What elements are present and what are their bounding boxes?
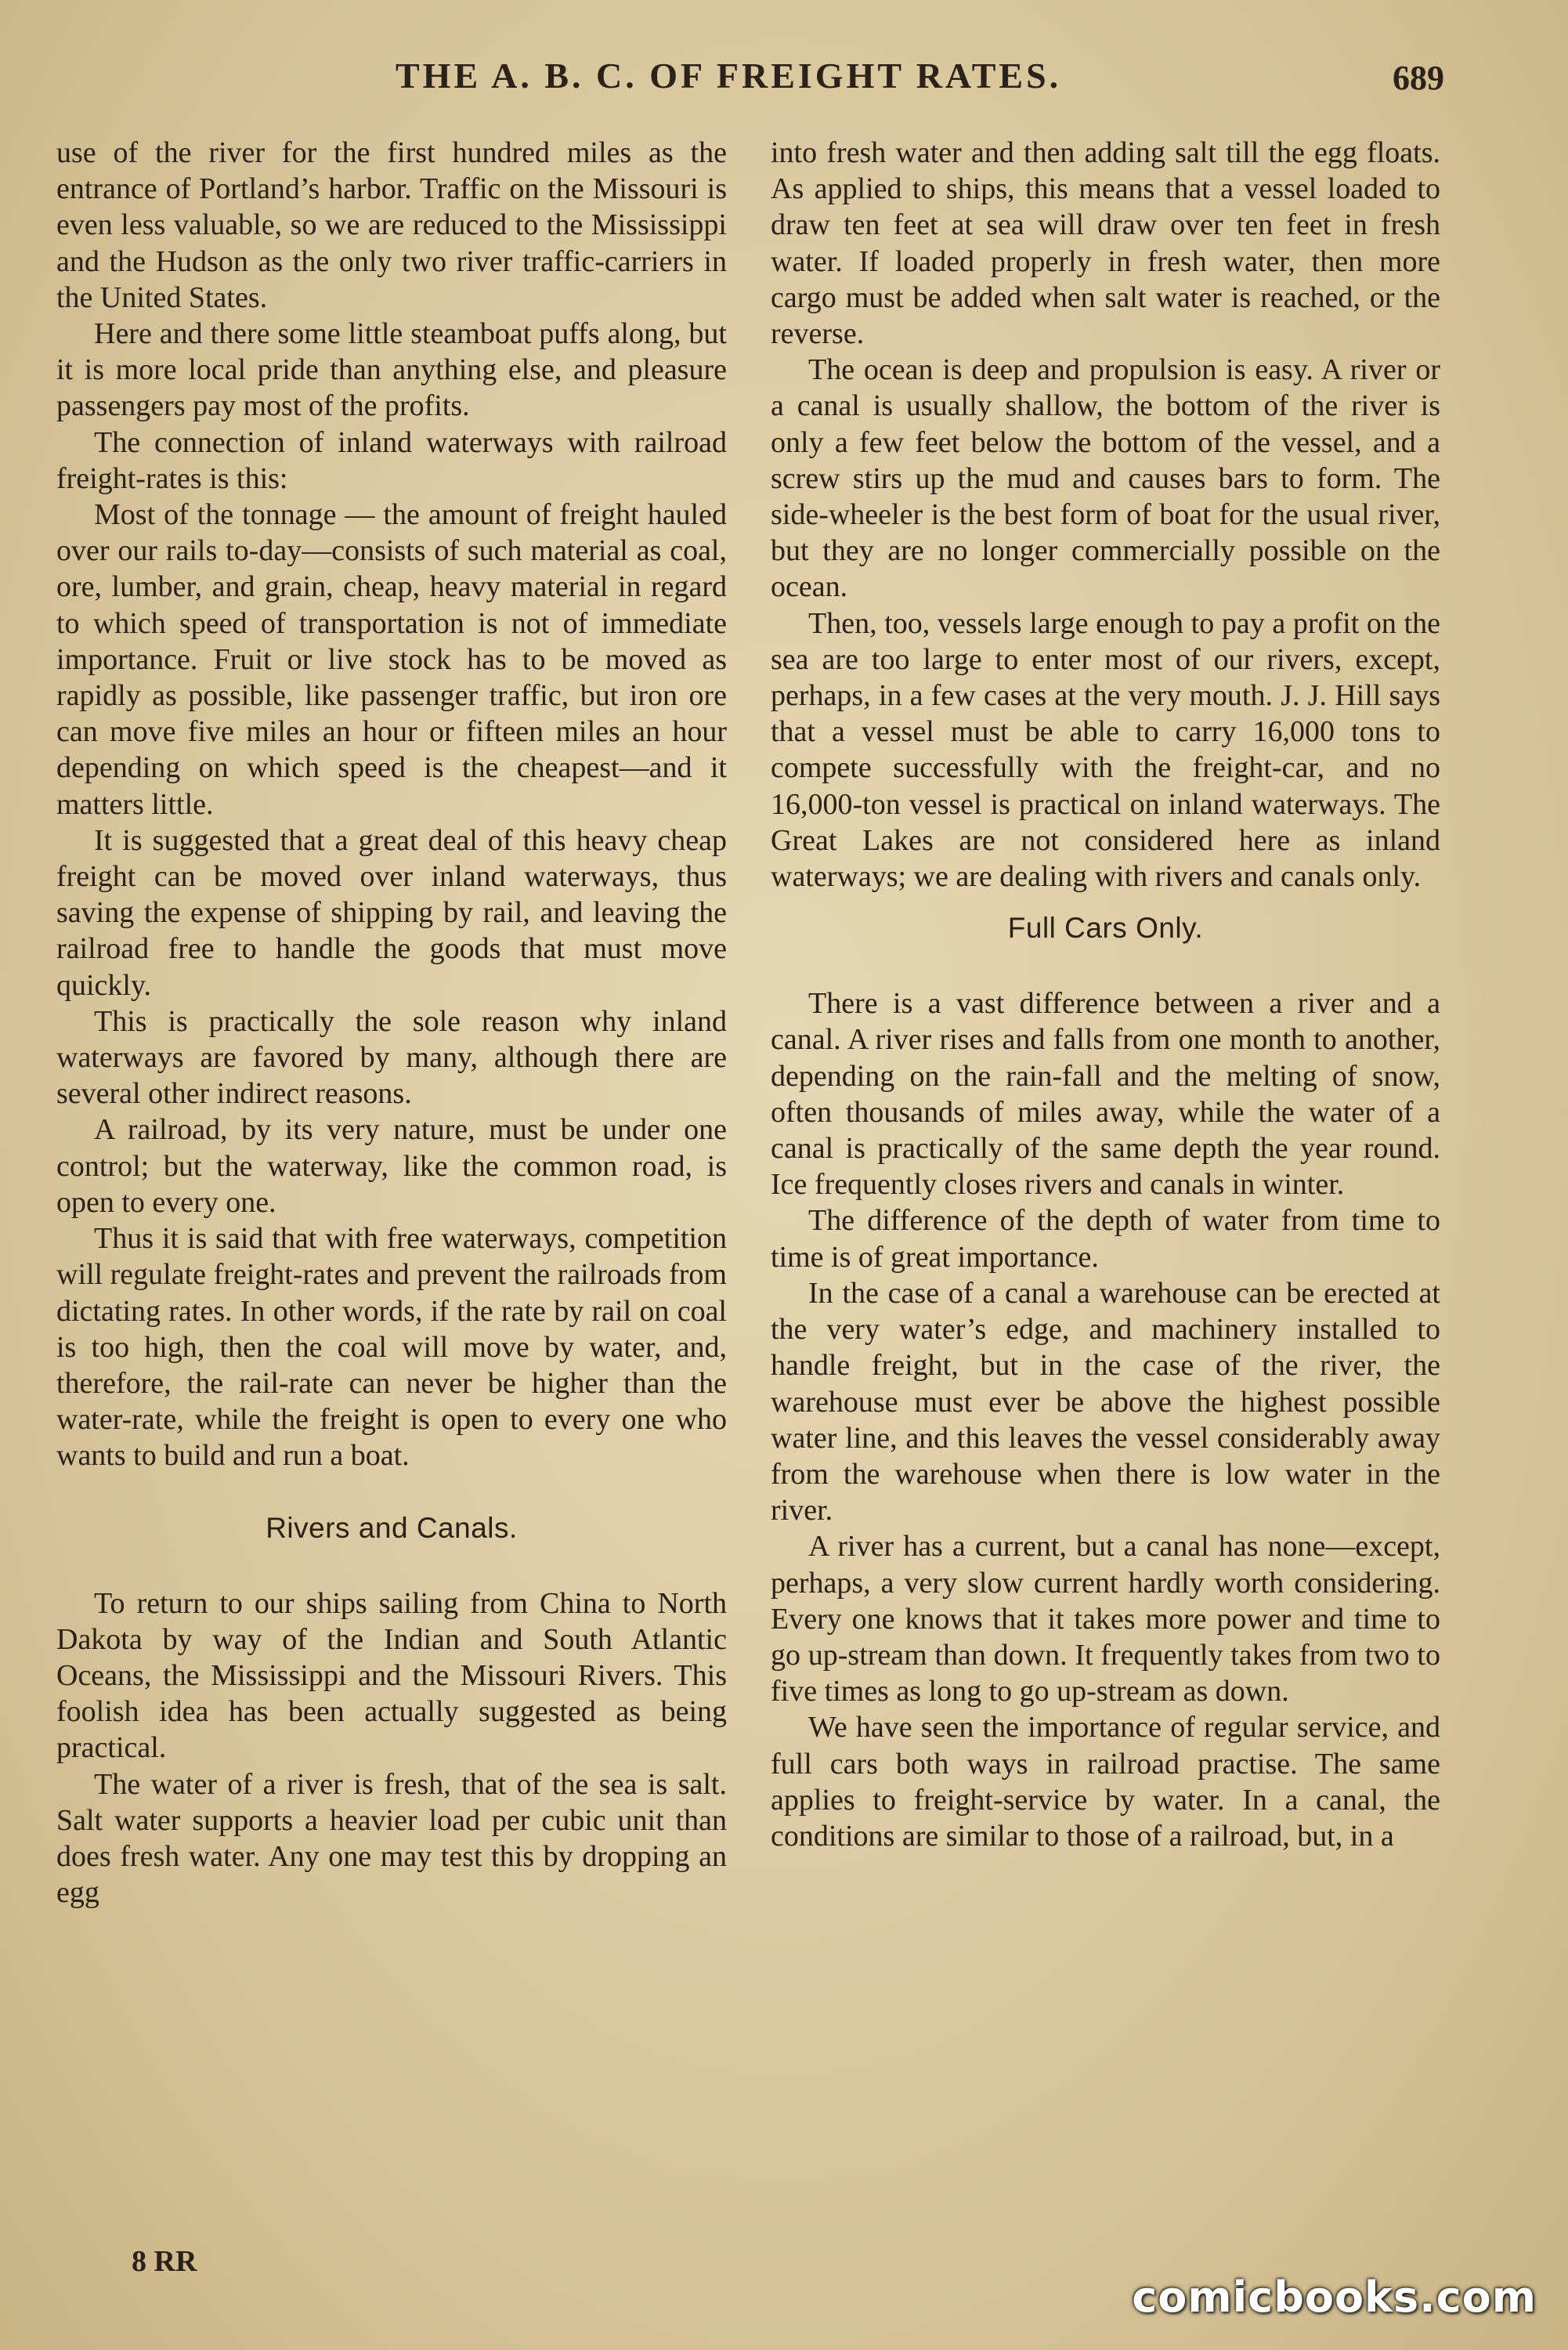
paragraph: Then, too, vessels large enough to pay a profit on the sea are too large to enter most of our rivers, except, perhaps, in a few cases at the very mouth. J. J. Hill says that a vessel must be able to carry 16,000 tons to compete successfully with the freight-car, and no 16,000-ton vessel is practical on inland waterways. The Great Lakes are not considered here as inland waterways; we are dealing with rivers and canals only.	[771, 606, 1440, 894]
paragraph: To return to our ships sailing from China to North Dakota by way of the Indian and South Atlantic Oceans, the Mississippi and the Missouri Rivers. This foolish idea has been actually suggested as being practical.	[56, 1586, 727, 1765]
right-column	[771, 135, 1440, 2234]
paragraph: This is practically the sole reason why inland waterways are favored by many, although there are several other indirect reasons.	[56, 1004, 727, 1111]
paragraph: Thus it is said that with free waterways, competition will regulate freight-rates and prevent the railroads from dictating rates. In other words, if the rate by rail on coal is too high, then the coal will move by water, and, therefore, the rail-rate can never be higher than the water-rate, while the freight is open to every one who wants to build and run a boat.	[56, 1222, 727, 1473]
left-column	[56, 135, 727, 2234]
paragraph: A river has a current, but a canal has none—except, perhaps, a very slow current hardly worth considering. Every one knows that it takes more power and time to go up-stream than down. It frequently takes from two to five times as long to go up-stream as down.	[771, 1530, 1440, 1708]
watermark: comicbooks.com	[1132, 2272, 1537, 2322]
paragraph: use of the river for the first hundred miles as the entrance of Portland’s harbor. Traffic on the Missouri is even less valuable, so we are reduced to the Mississippi and the Hudson as the only two river traffic-carriers in the United States.	[56, 136, 727, 314]
paragraph: The connection of inland waterways with railroad freight-rates is this:	[56, 425, 727, 495]
paragraph: There is a vast difference between a river and a canal. A river rises and falls from one month to another, depending on the rain-fall and the melting of snow, often thousands of miles away, while the water of a canal is practically of the same depth the year round. Ice frequently closes rivers and canals in winter.	[771, 987, 1440, 1202]
page-number: 689	[1393, 59, 1444, 97]
running-title: THE A. B. C. OF FREIGHT RATES.	[396, 56, 1062, 96]
section-heading-full-cars-only: Full Cars Only.	[1007, 912, 1204, 945]
paragraph: It is suggested that a great deal of this heavy cheap freight can be moved over inland waterways, thus saving the expense of shipping by rail, and leaving the railroad free to handle the goods that must move quickly.	[56, 823, 727, 1002]
paragraph: In the case of a canal a warehouse can be erected at the very water’s edge, and machinery installed to handle freight, but in the case of the river, the warehouse must ever be above the highest possible water line, and this leaves the vessel considerably away from the warehouse when there is low water in the river.	[771, 1276, 1440, 1528]
paragraph: The ocean is deep and propulsion is easy. A river or a canal is usually shallow, the bottom of the river is only a few feet below the bottom of the vessel, and a screw stirs up the mud and causes bars to form. The side-wheeler is the best form of boat for the usual river, but they are no longer commercially possible on the ocean.	[771, 353, 1440, 604]
paragraph: Here and there some little steamboat puffs along, but it is more local pride than anything else, and pleasure passengers pay most of the profits.	[56, 317, 727, 423]
paragraph: Most of the tonnage — the amount of freight hauled over our rails to-day—consists of such material as coal, ore, lumber, and grain, cheap, heavy material in regard to which speed of transportation is not of immediate importance. Fruit or live stock has to be moved as rapidly as possible, like passenger traffic, but iron ore can move five miles an hour or fifteen miles an hour depending on which speed is the cheapest—and it matters little.	[56, 498, 727, 821]
paragraph: A railroad, by its very nature, must be under one control; but the waterway, like the common road, is open to every one.	[56, 1113, 727, 1219]
paragraph: into fresh water and then adding salt till the egg floats. As applied to ships, this means that a vessel loaded to draw ten feet at sea will draw over ten feet in fresh water. If loaded properly in fresh water, then more cargo must be added when salt water is reached, or the reverse.	[771, 136, 1440, 351]
paragraph: We have seen the importance of regular service, and full cars both ways in railroad practise. The same applies to freight-service by water. In a canal, the conditions are similar to those of a railroad, but, in a	[771, 1711, 1440, 1853]
paragraph: The difference of the depth of water from time to time is of great importance.	[771, 1204, 1440, 1274]
section-heading-rivers-and-canals: Rivers and Canals.	[266, 1511, 518, 1544]
signature-mark: 8 RR	[132, 2245, 197, 2278]
paragraph: The water of a river is fresh, that of the sea is salt. Salt water supports a heavier load per cubic unit than does fresh water. Any one may test this by dropping an egg	[56, 1767, 727, 1910]
